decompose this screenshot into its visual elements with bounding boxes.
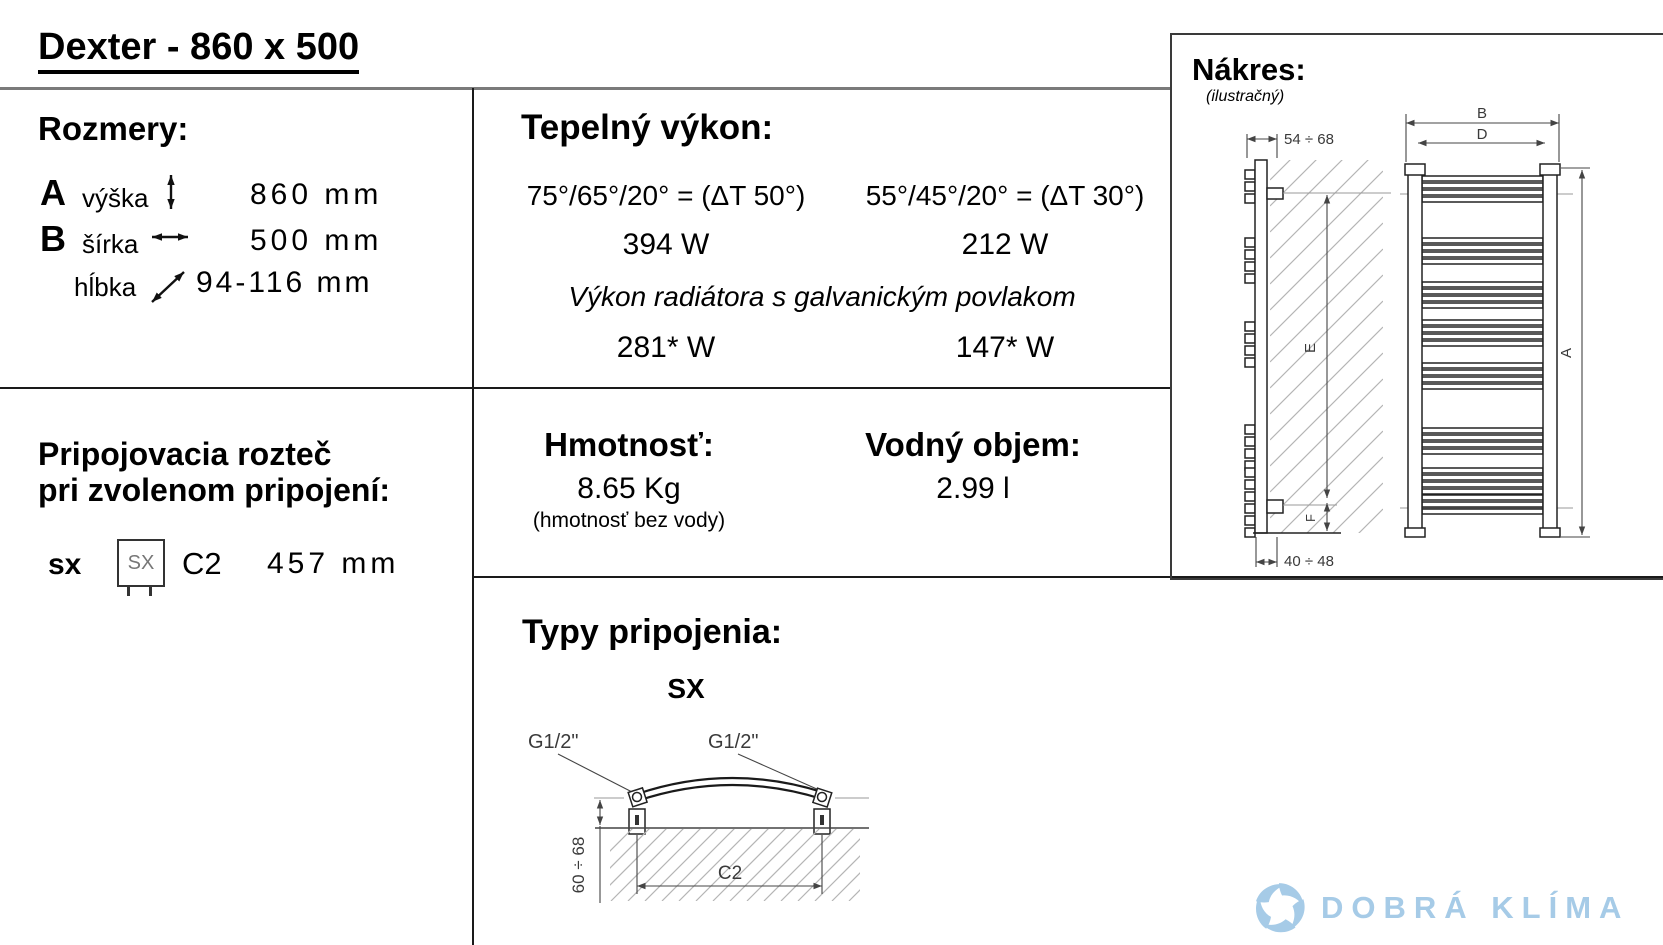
dim-value-width: 500 mm bbox=[250, 224, 383, 257]
connection-code: C2 bbox=[182, 546, 222, 581]
fan-swirl-icon bbox=[1253, 881, 1307, 935]
rozmery-heading: Rozmery: bbox=[38, 110, 189, 147]
tepelny-heading: Tepelný výkon: bbox=[521, 108, 774, 147]
hmotnost-note: (hmotnosť bez vody) bbox=[532, 509, 726, 532]
power-dt30: 212 W bbox=[961, 228, 1049, 261]
dim-key-a: A bbox=[40, 172, 66, 213]
galvanic-dt50: 281* W bbox=[616, 331, 716, 364]
f-dim-label: F bbox=[1303, 514, 1318, 522]
typy-variant-label: SX bbox=[667, 673, 705, 704]
page-title: Dexter - 860 x 500 bbox=[38, 26, 359, 74]
wall-bottom-dim: 40 ÷ 48 bbox=[1284, 553, 1334, 570]
thread-label-right: G1/2" bbox=[708, 731, 759, 753]
connection-diagram bbox=[520, 713, 900, 918]
wall-bracket-top bbox=[1267, 188, 1283, 199]
objem-heading: Vodný objem: bbox=[865, 426, 1081, 463]
valve-left bbox=[628, 788, 647, 834]
pripojenie-heading-line2: pri zvolenom pripojení: bbox=[38, 472, 391, 508]
box-leg-right bbox=[149, 587, 152, 596]
front-rail-left bbox=[1408, 166, 1422, 530]
pitch-dim-label: C2 bbox=[717, 863, 743, 884]
vertical-arrow-icon bbox=[162, 168, 180, 216]
formula-dt30: 55°/45°/20° = (ΔT 30°) bbox=[865, 180, 1145, 211]
a-dim-label: A bbox=[1558, 347, 1575, 359]
thread-label-left: G1/2" bbox=[528, 731, 579, 753]
e-dim-label: E bbox=[1302, 342, 1319, 354]
b-dim-label: B bbox=[1476, 105, 1488, 122]
wall-bracket-bottom bbox=[1267, 500, 1283, 513]
dim-value-height: 860 mm bbox=[250, 178, 383, 211]
connection-type-box bbox=[117, 539, 165, 587]
valve-right bbox=[813, 788, 832, 834]
power-dt50: 394 W bbox=[622, 228, 710, 261]
d-dim-label: D bbox=[1476, 126, 1488, 143]
dim-label-vyska: výška bbox=[82, 183, 149, 213]
front-rail-right bbox=[1543, 166, 1557, 530]
divider-middle bbox=[0, 387, 1172, 389]
hmotnost-heading: Hmotnosť: bbox=[544, 426, 714, 463]
box-leg-left bbox=[127, 587, 130, 596]
front-view-tubes bbox=[1422, 176, 1543, 514]
typy-heading: Typy pripojenia: bbox=[522, 613, 783, 651]
dim-label-sirka: šírka bbox=[82, 229, 139, 259]
radiator-drawing bbox=[1175, 100, 1661, 575]
galvanic-dt30: 147* W bbox=[955, 331, 1055, 364]
diagonal-arrow-icon bbox=[142, 262, 194, 312]
objem-value: 2.99 l bbox=[936, 472, 1010, 505]
floor-gap-dim: 60 ÷ 68 bbox=[569, 836, 588, 894]
divider-top bbox=[0, 87, 1172, 90]
horizontal-arrow-icon bbox=[144, 228, 196, 246]
formula-dt50: 75°/65°/20° = (ΔT 50°) bbox=[526, 180, 806, 211]
galvanic-note: Výkon radiátora s galvanickým povlakom bbox=[568, 281, 1076, 312]
brand-logo bbox=[1253, 881, 1629, 935]
connection-type-label: sx bbox=[48, 548, 82, 581]
connection-pitch-value: 457 mm bbox=[267, 547, 400, 580]
pripojenie-heading bbox=[38, 436, 468, 508]
nakres-heading: Nákres: bbox=[1192, 52, 1306, 87]
connection-box-label: SX bbox=[127, 551, 155, 574]
hmotnost-value: 8.65 Kg bbox=[577, 472, 681, 505]
radiator-arc-inner bbox=[637, 785, 822, 801]
dim-key-b: B bbox=[40, 218, 66, 259]
pripojenie-heading-line1: Pripojovacia rozteč bbox=[38, 436, 332, 472]
wall-top-dim: 54 ÷ 68 bbox=[1284, 131, 1334, 148]
dim-value-depth: 94-116 mm bbox=[196, 266, 373, 299]
dim-label-hlbka: hĺbka bbox=[74, 272, 137, 302]
side-view-tabs bbox=[1245, 170, 1255, 537]
side-view-panel bbox=[1255, 160, 1267, 533]
nakres-note: (ilustračný) bbox=[1206, 88, 1285, 105]
brand-logo-text: DOBRÁ KLÍMA bbox=[1321, 890, 1630, 925]
